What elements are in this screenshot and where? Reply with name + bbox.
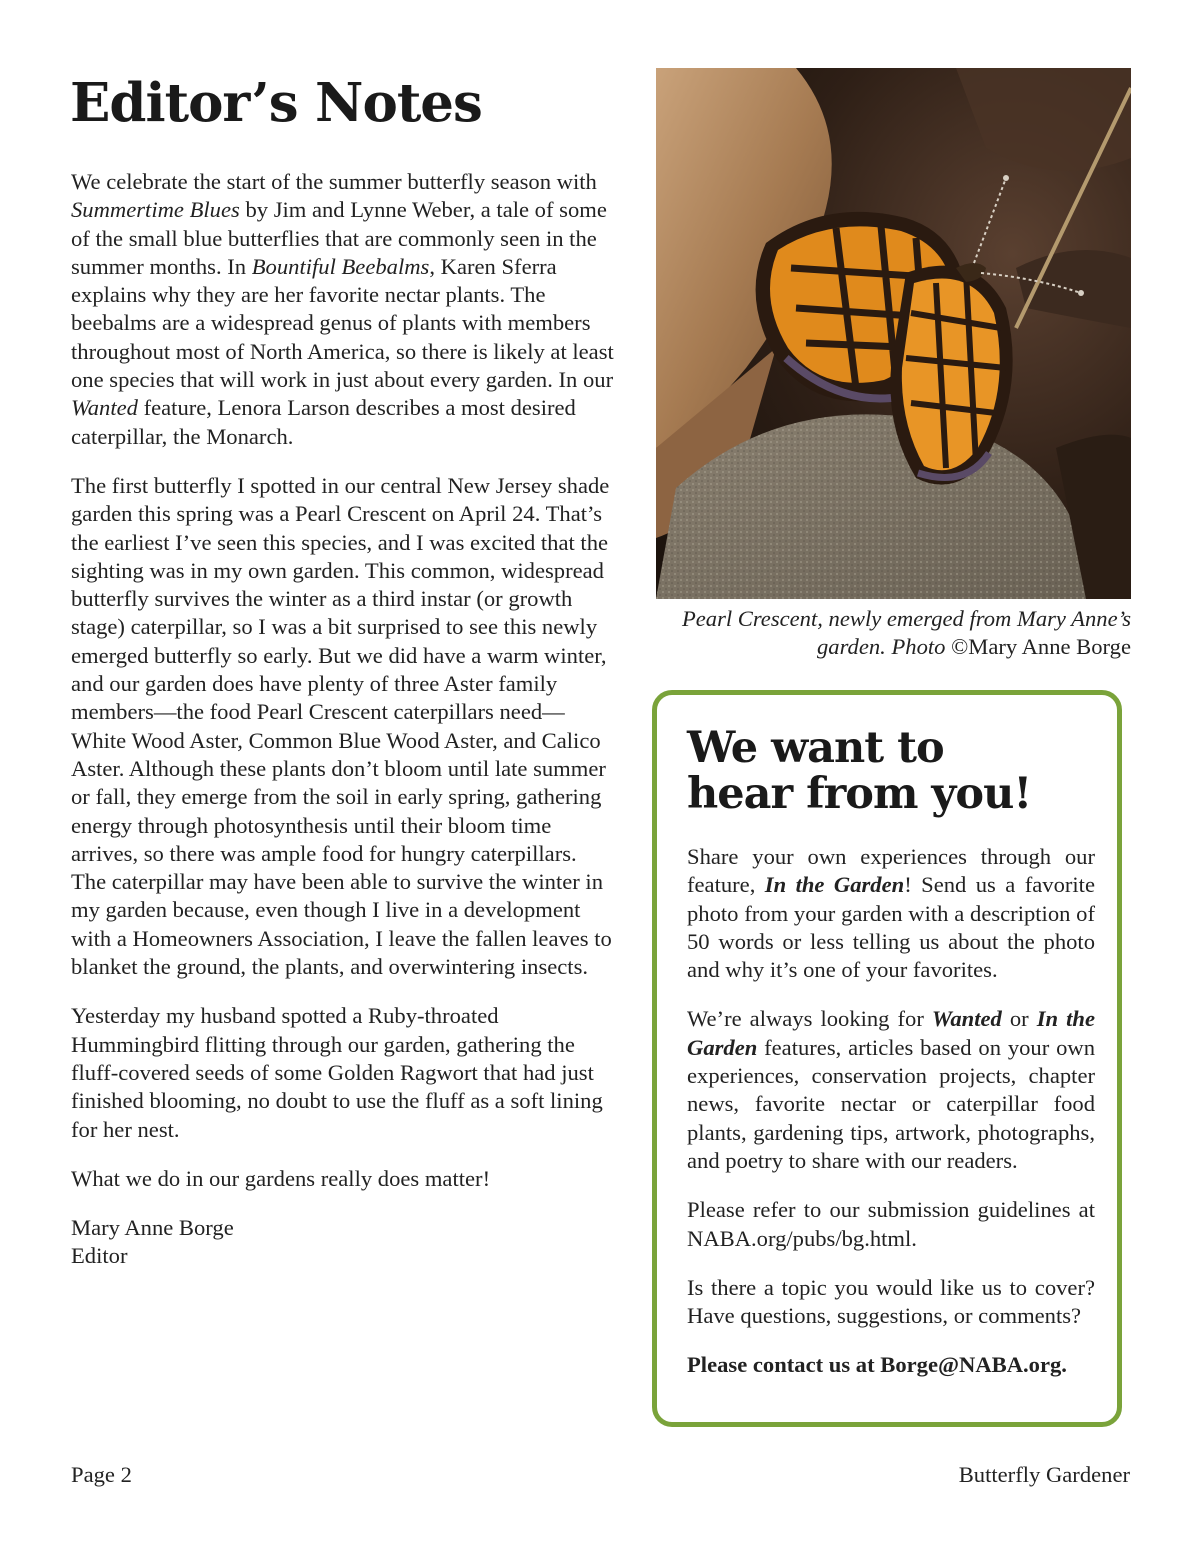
publication-name: Butterfly Gardener xyxy=(958,1462,1130,1487)
contact-email-text: Please contact us at Borge@NABA.org. xyxy=(687,1352,1067,1378)
callout-title xyxy=(687,725,1107,817)
callout-paragraph-topics: Is there a topic you would like us to cover? Have questions, suggestions, or comments? xyxy=(687,1274,1095,1329)
feature-title-wanted: Wanted xyxy=(71,395,138,421)
photo-credit: ©Mary Anne Borge xyxy=(951,634,1131,660)
article-paragraph-intro xyxy=(71,168,616,451)
text-run: or xyxy=(1001,1006,1037,1032)
callout-paragraph-looking-for xyxy=(687,1005,1095,1175)
photo-caption xyxy=(640,605,1131,662)
text-run: ! Send us a favorite photo from your garden with a description of 50 words or less telling us about the photo and why it’s one of your favorites. xyxy=(687,872,1095,983)
article-title-summertime-blues: Summertime Blues xyxy=(71,197,240,223)
text-run: features, articles based on your own experiences, conservation projects, chapter news, favorite nectar or caterpillar food plants, gardening tips, artwork, photographs, and poetry to share with our readers. xyxy=(687,1034,1095,1173)
article-title-bountiful-beebalms: Bountiful Beebalms xyxy=(251,253,430,279)
feature-name-in-the-garden: In the Garden xyxy=(764,872,905,898)
article-paragraph-closing: What we do in our gardens really does matter! xyxy=(71,1165,491,1191)
page-number: Page 2 xyxy=(71,1462,132,1487)
butterfly-photo xyxy=(656,68,1131,599)
feature-name-in-the-garden: In the Garden xyxy=(687,1006,1095,1060)
article-body xyxy=(71,168,616,1292)
callout-paragraph-share xyxy=(687,843,1095,984)
callout-title-line: We want to xyxy=(687,723,944,773)
page-title: Editor’s Notes xyxy=(70,72,482,134)
article-paragraph-pearl-crescent: The first butterfly I spotted in our central New Jersey shade garden this spring was a Pearl Crescent on April 24. That’s the earliest I’ve seen this species, and I was excited that the sighting was in my own garden. This common, widespread butterfly survives the winter as a third instar (or growth stage) caterpillar, so I was a bit surprised to see this newly emerged butterfly so early. But we did have a warm winter, and our garden does have plenty of three Aster family members—the food Pearl Crescent caterpillars need—White Wood Aster, Common Blue Wood Aster, and Calico Aster. Although these plants don’t bloom until late summer or fall, they emerge from the soil in early spring, gathering energy through photosynthesis until their bloom time arrives, so there was ample food for hungry caterpillars. The caterpillar may have been able to survive the winter in my garden because, even though I live in a development with a Homeowners Association, I leave the fallen leaves to blanket the ground, the plants, and overwintering insects. xyxy=(71,472,612,980)
text-run: Share your own experiences through our feature, xyxy=(687,844,1095,898)
callout-paragraph-guidelines: Please refer to our submission guidelines at NABA.org/pubs/bg.html. xyxy=(687,1197,1095,1251)
signature-title: Editor xyxy=(71,1243,128,1269)
text-run: We celebrate the start of the summer butterfly season with xyxy=(71,169,597,194)
callout-contact xyxy=(687,1351,1095,1379)
callout-body xyxy=(687,843,1095,1401)
text-run: by Jim and Lynne Weber, a tale of some of the small blue butterflies that are commonly seen in the summer months. In xyxy=(71,197,607,279)
signature xyxy=(71,1214,616,1271)
text-run: feature, Lenora Larson describes a most desired caterpillar, the Monarch. xyxy=(71,395,576,449)
article-paragraph-hummingbird: Yesterday my husband spotted a Ruby-throated Hummingbird flitting through our garden, gathering the fluff-covered seeds of some Golden Ragwort that had just finished blooming, no doubt to use the fluff as a soft lining for her nest. xyxy=(71,1003,603,1142)
feature-name-wanted: Wanted xyxy=(931,1006,1002,1032)
text-run: , Karen Sferra explains why they are her favorite nectar plants. The beebalms are a widespread genus of plants with members throughout most of North America, so there is likely at least one species that will work in just about every garden. In our xyxy=(71,253,614,393)
signature-name: Mary Anne Borge xyxy=(71,1215,234,1241)
text-run: We’re always looking for xyxy=(687,1006,932,1032)
callout-title-line: hear from you! xyxy=(687,769,1032,819)
submissions-callout-box xyxy=(652,690,1122,1427)
caption-text: Pearl Crescent, newly emerged from Mary Anne’s garden. Photo xyxy=(681,606,1131,660)
